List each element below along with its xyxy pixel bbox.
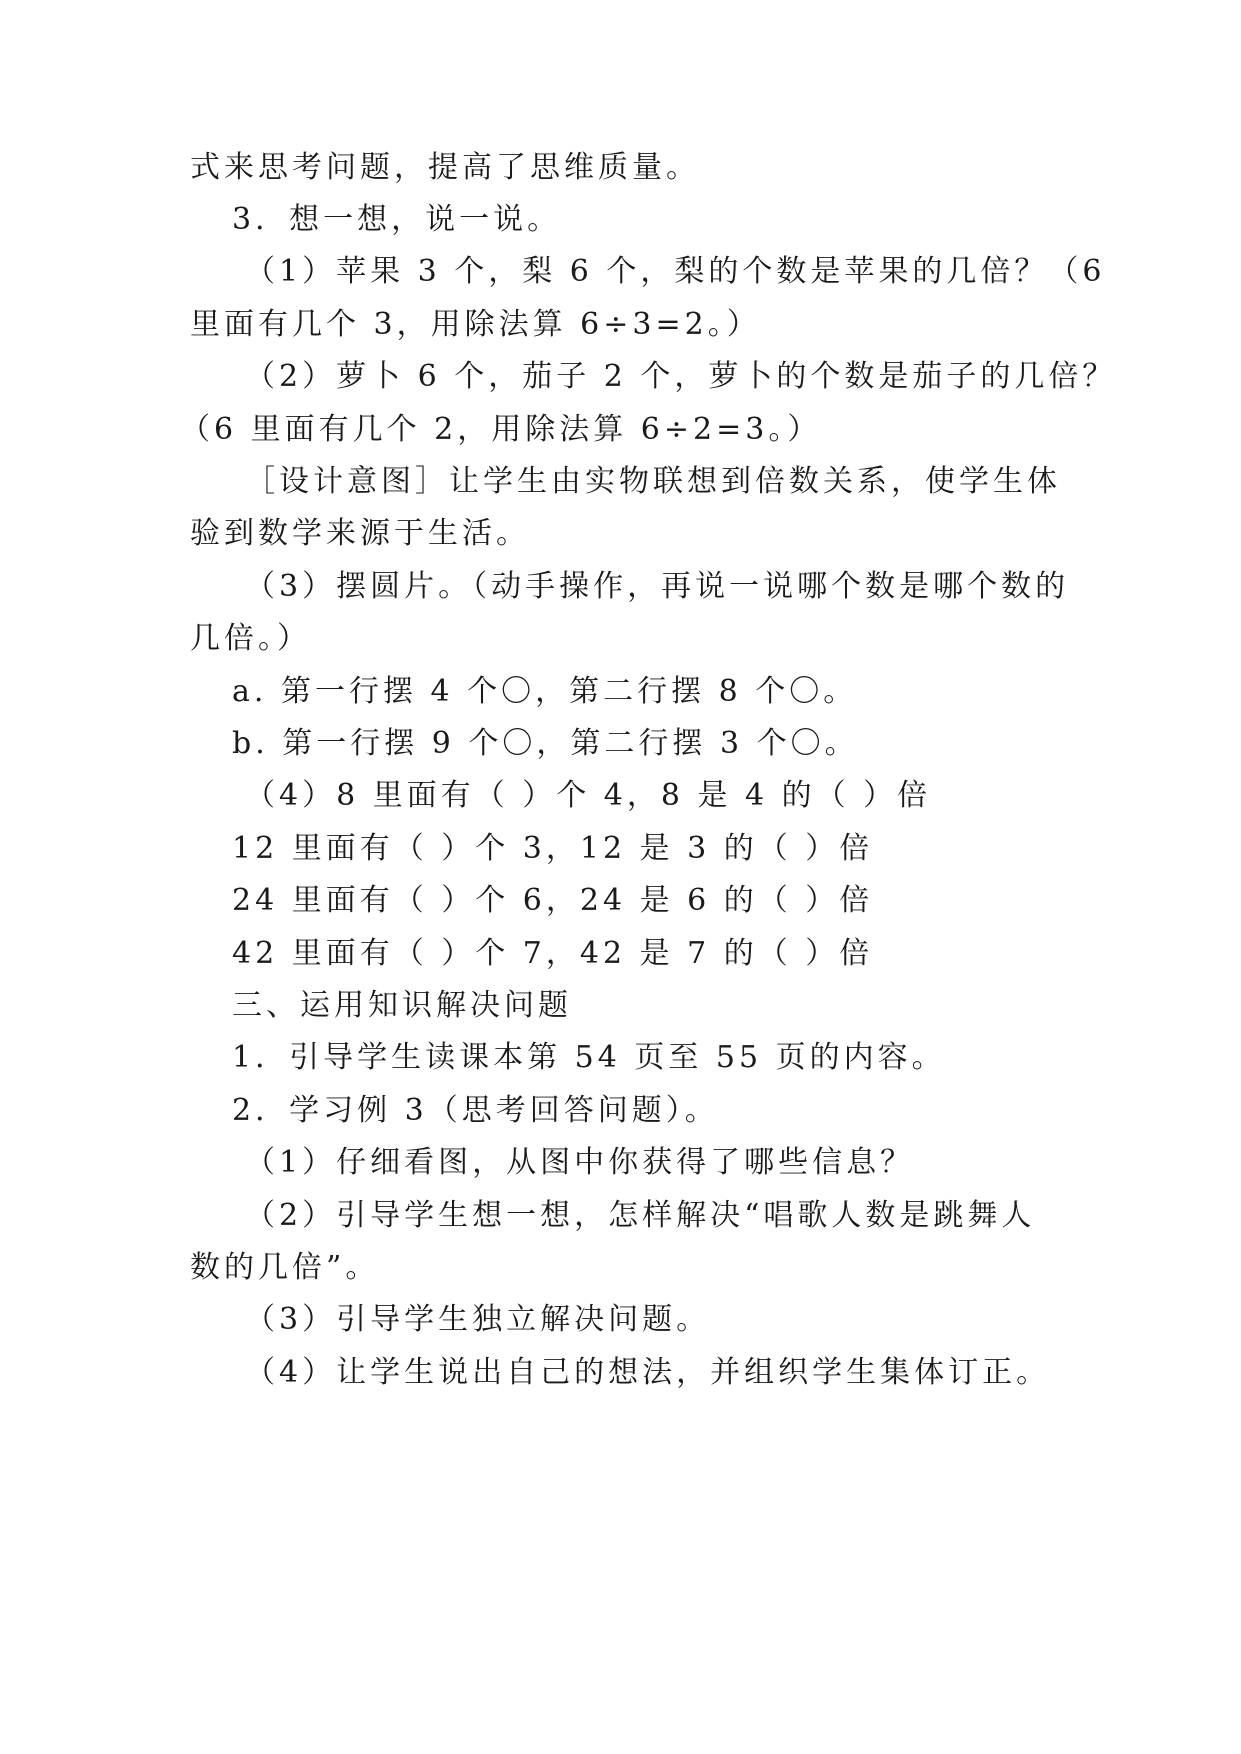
text-line: （2）萝卜 6 个，茄子 2 个，萝卜的个数是茄子的几倍？ (245, 359, 1117, 394)
text-line: 验到数学来源于生活。 (190, 516, 530, 551)
text-line: 24 里面有（ ）个 6，24 是 6 的（ ）倍 (232, 883, 874, 918)
text-line: （4）8 里面有（ ）个 4，8 是 4 的（ ）倍 (245, 778, 932, 813)
text-line: 2．学习例 3（思考回答问题）。 (232, 1093, 719, 1128)
text-line: （6 里面有几个 2，用除法算 6÷2=3。） (180, 412, 822, 447)
text-line: 3．想一想，说一说。 (232, 202, 562, 237)
text-line: 几倍。） (190, 621, 311, 656)
text-line: （1）仔细看图，从图中你获得了哪些信息？ (245, 1145, 915, 1180)
text-line: 里面有几个 3，用除法算 6÷3=2。） (190, 307, 761, 342)
text-line: 42 里面有（ ）个 7，42 是 7 的（ ）倍 (232, 936, 874, 971)
text-line: a. 第一行摆 4 个〇，第二行摆 8 个〇。 (232, 674, 858, 709)
text-line: 12 里面有（ ）个 3，12 是 3 的（ ）倍 (232, 831, 874, 866)
text-line: ［设计意图］让学生由实物联想到倍数关系，使学生体 (245, 464, 1061, 499)
text-line: （3）引导学生独立解决问题。 (245, 1302, 711, 1337)
text-line: （1）苹果 3 个，梨 6 个，梨的个数是苹果的几倍？（6 (245, 254, 1106, 289)
section-heading: 三、运用知识解决问题 (232, 988, 572, 1023)
text-line: （3）摆圆片。（动手操作，再说一说哪个数是哪个数的 (245, 569, 1070, 604)
text-line: 式来思考问题，提高了思维质量。 (190, 150, 700, 185)
text-line: 数的几倍”。 (190, 1250, 380, 1285)
text-line: （2）引导学生想一想，怎样解决“唱歌人数是跳舞人 (245, 1198, 1036, 1233)
text-line: b. 第一行摆 9 个〇，第二行摆 3 个〇。 (232, 726, 859, 761)
text-line: 1．引导学生读课本第 54 页至 55 页的内容。 (232, 1040, 946, 1075)
text-line: （4）让学生说出自己的想法，并组织学生集体订正。 (245, 1355, 1051, 1390)
